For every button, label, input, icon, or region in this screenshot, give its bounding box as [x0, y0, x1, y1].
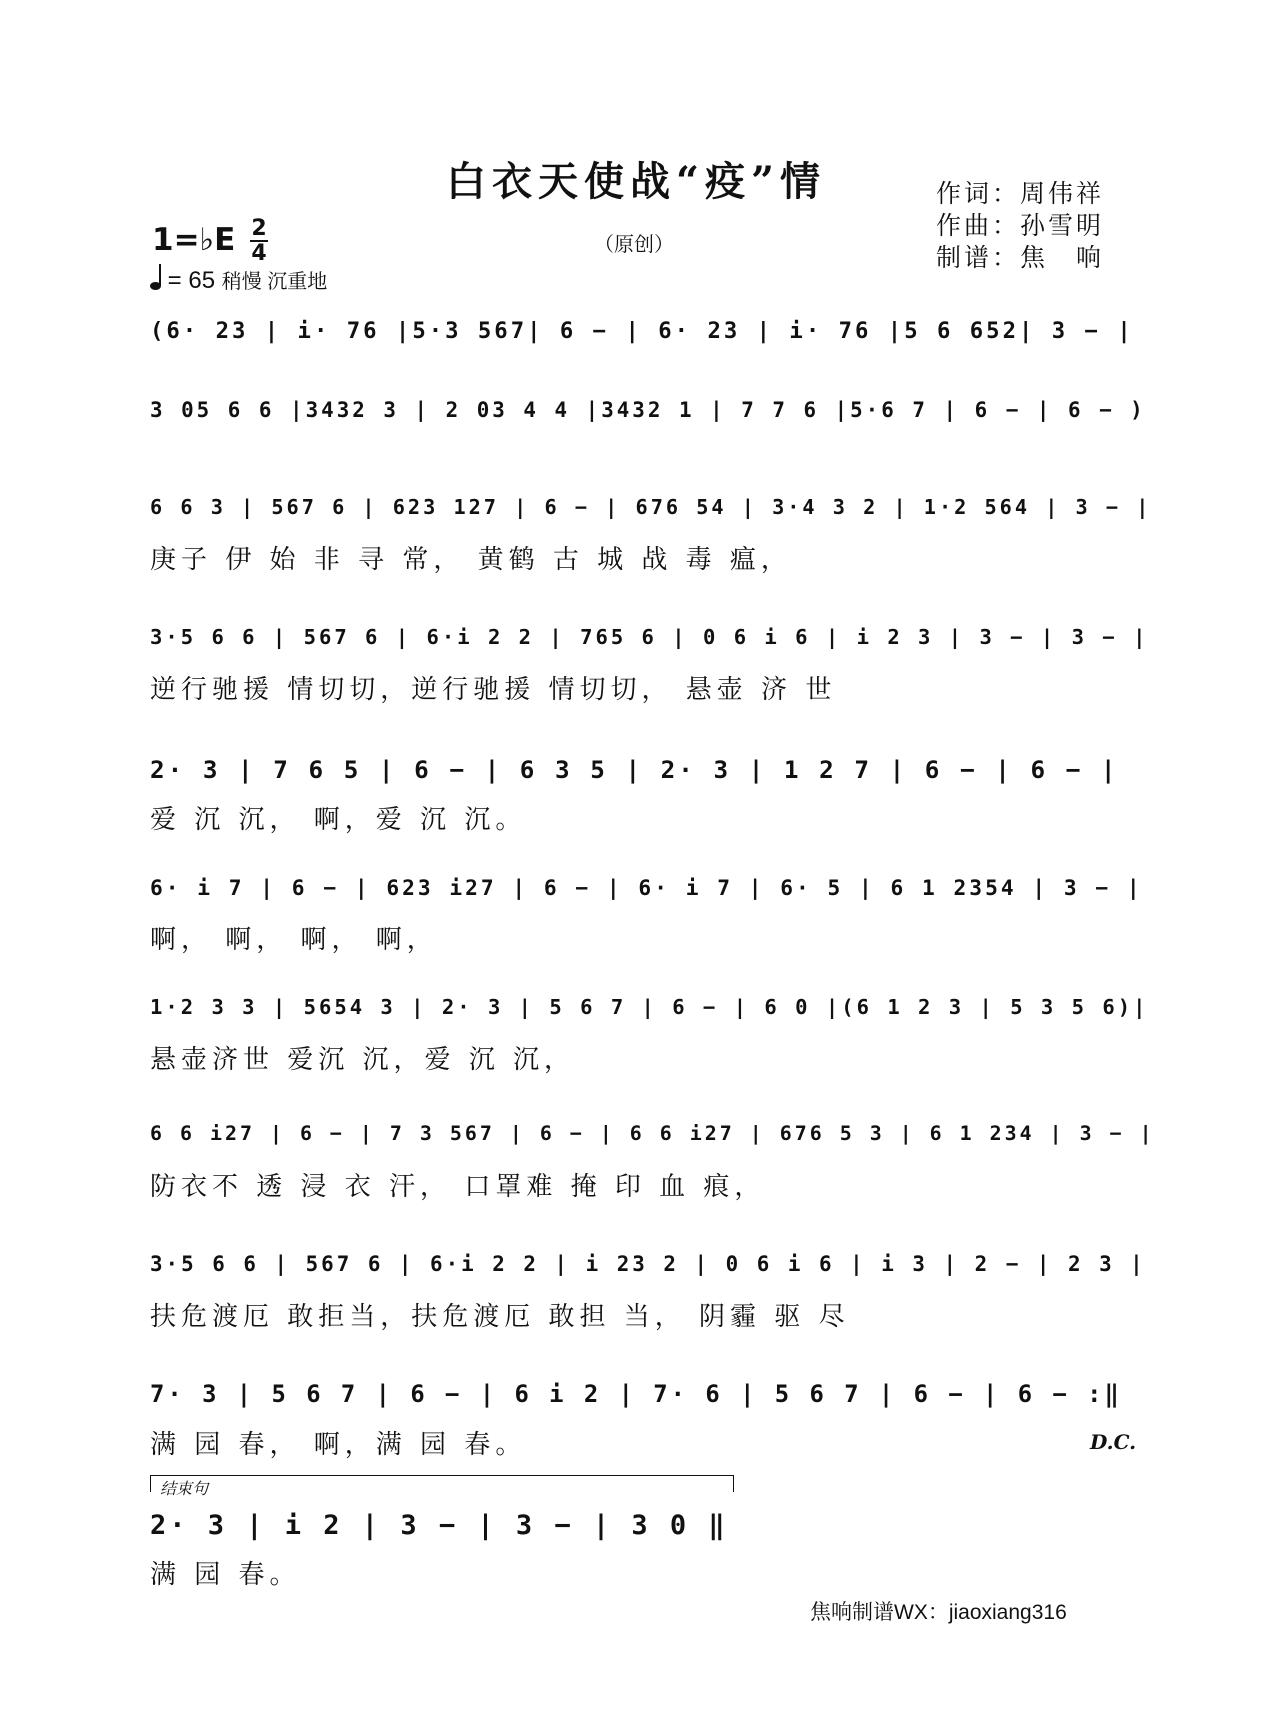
score-system-3	[150, 495, 1152, 613]
score-system-6	[150, 875, 1143, 993]
system-notes: 6· i 7 | 6 − | 623 i27 | 6 − | 6· i 7 | 6· 5 | 6 1 2354 | 3 − |	[150, 875, 1143, 900]
system-lyrics: 满 园 春。	[150, 1560, 301, 1590]
system-lyrics: 爱 沉 沉， 啊，爱 沉 沉。	[150, 805, 527, 835]
system-notes: 2· 3 | 7 6 5 | 6 − | 6 3 5 | 2· 3 | 1 2 7 | 6 − | 6 − |	[150, 755, 1119, 784]
da-capo-mark: D.C.	[1090, 1430, 1137, 1454]
score-system-5	[150, 755, 1122, 873]
tempo	[150, 265, 327, 295]
system-notes: (6· 23 | i· 76 |5·3 567| 6 − | 6· 23 | i· 76 |5 6 652| 3 − |	[150, 318, 1134, 344]
lyricist-credit: 作词：周伟祥	[936, 179, 1105, 208]
system-lyrics: 啊， 啊， 啊， 啊，	[150, 925, 438, 955]
system-lyrics: 悬壶济世 爱沉 沉，爱 沉 沉，	[150, 1045, 576, 1075]
system-lyrics: 庚子 伊 始 非 寻 常， 黄鹤 古 城 战 毒 瘟，	[150, 545, 792, 575]
watermark-credit: 焦响制谱WX：jiaoxiang316	[810, 1601, 1067, 1624]
ending-bracket	[150, 1475, 734, 1492]
key-signature: 1=♭E	[152, 222, 236, 258]
tempo-marking: 稍慢 沉重地	[221, 271, 328, 293]
score-system-7	[150, 995, 1149, 1113]
system-notes: 3·5 6 6 | 567 6 | 6·i 2 2 | i 23 2 | 0 6 i 6 | i 3 | 2 − | 2 3 |	[150, 1252, 1146, 1276]
tempo-value: = 65	[167, 267, 216, 294]
time-bottom: 4	[251, 241, 267, 266]
song-title: 白衣天使战“疫”情	[445, 158, 826, 205]
score-system-8	[150, 1122, 1155, 1240]
system-lyrics: 防衣不 透 浸 衣 汗， 口罩难 掩 印 血 痕，	[150, 1172, 766, 1202]
composer-credit: 作曲：孙雪明	[936, 211, 1105, 240]
system-lyrics: 扶危渡厄 敢拒当，扶危渡厄 敢担 当， 阴霾 驱 尽	[150, 1302, 850, 1332]
notation-credit: 制谱：焦 响	[936, 243, 1105, 272]
time-signature	[250, 218, 268, 264]
score-system-9	[150, 1252, 1146, 1370]
system-notes: 7· 3 | 5 6 7 | 6 − | 6 i 2 | 7· 6 | 5 6 7 | 6 − | 6 − :‖	[150, 1380, 1122, 1408]
system-notes: 6 6 3 | 567 6 | 623 127 | 6 − | 676 54 | 3·4 3 2 | 1·2 564 | 3 − |	[150, 495, 1152, 519]
system-lyrics: 满 园 春， 啊，满 园 春。	[150, 1430, 527, 1460]
system-notes: 3·5 6 6 | 567 6 | 6·i 2 2 | 765 6 | 0 6 i 6 | i 2 3 | 3 − | 3 − |	[150, 625, 1149, 649]
system-notes: 1·2 3 3 | 5654 3 | 2· 3 | 5 6 7 | 6 − | 6 0 |(6 1 2 3 | 5 3 5 6)|	[150, 995, 1149, 1019]
ending-label: 结束句	[160, 1479, 209, 1498]
system-notes: 6 6 i27 | 6 − | 7 3 567 | 6 − | 6 6 i27 | 676 5 3 | 6 1 234 | 3 − |	[150, 1122, 1155, 1145]
system-lyrics: 逆行驰援 情切切，逆行驰援 情切切， 悬壶 济 世	[150, 675, 837, 705]
system-notes: 2· 3 | i 2 | 3 − | 3 − | 3 0 ‖	[150, 1510, 728, 1541]
system-notes: 3 05 6 6 |3432 3 | 2 03 4 4 |3432 1 | 7 7 6 |5·6 7 | 6 − | 6 − )	[150, 398, 1146, 422]
time-top: 2	[251, 216, 267, 241]
quarter-note-icon	[150, 282, 161, 290]
score-system-4	[150, 625, 1149, 743]
song-subtitle: （原创）	[594, 232, 674, 256]
